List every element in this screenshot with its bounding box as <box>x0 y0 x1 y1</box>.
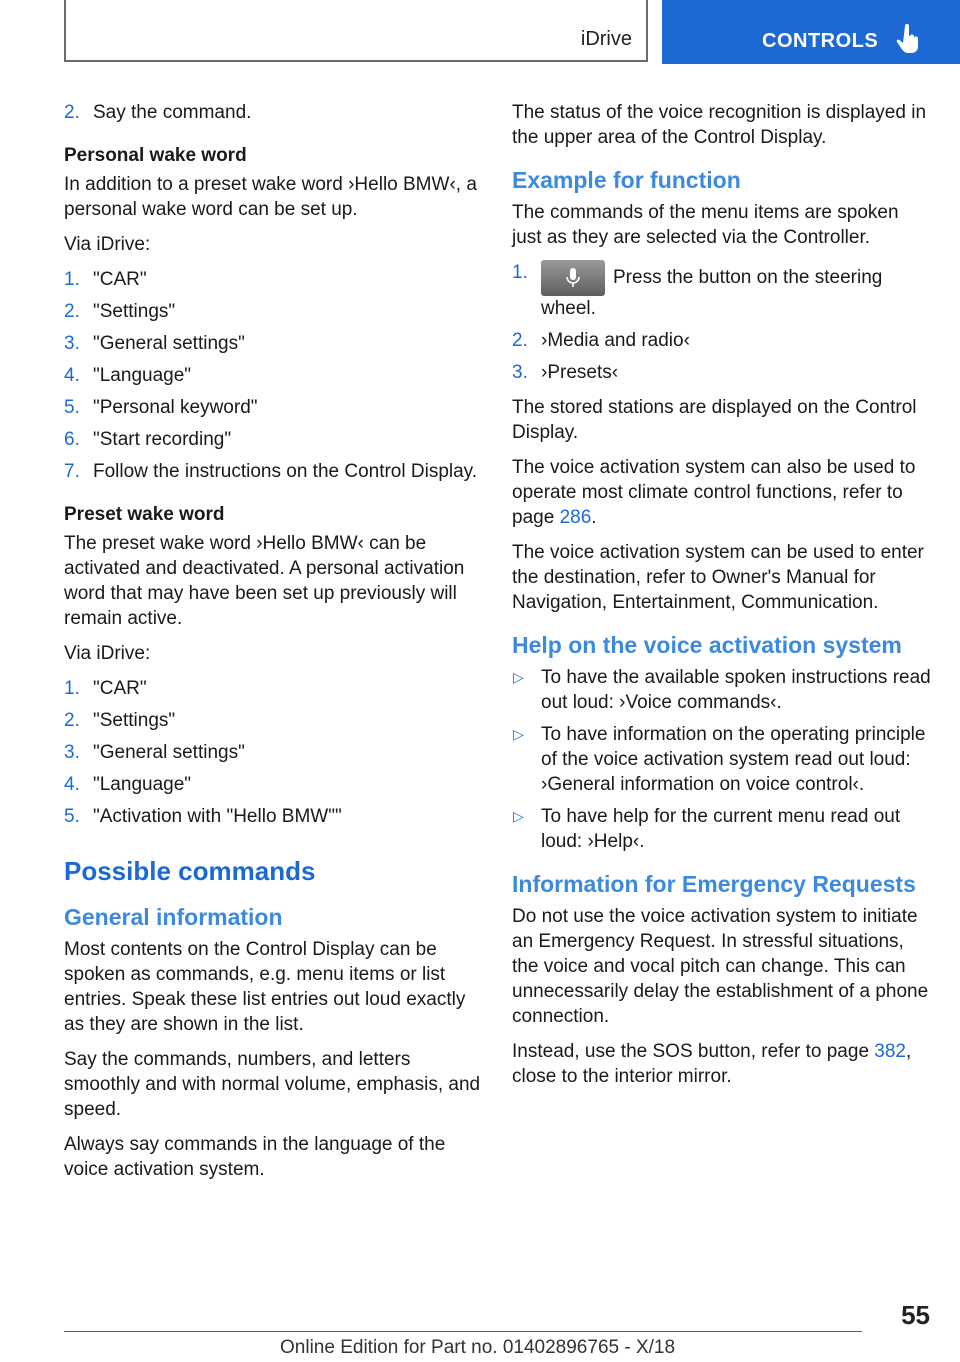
general-information-p1: Most contents on the Control Display can be spoken as commands, e.g. menu items or list entries. Speak these list entries out loud exactly as they are shown in the list. <box>64 939 466 1035</box>
climate-text: The voice activation system can also be used to operate most climate control functions, refer to page <box>512 457 916 528</box>
step-number: 5. <box>64 397 80 418</box>
step-list-continued <box>64 100 482 125</box>
step-text: "General settings" <box>93 742 245 763</box>
personal-steps-list <box>64 267 482 484</box>
list-item <box>512 360 932 385</box>
list-item <box>64 395 482 420</box>
step-number: 1. <box>64 678 80 699</box>
step-text: Say the command. <box>93 102 252 123</box>
list-item <box>64 100 482 125</box>
step-text: Follow the instructions on the Control Display. <box>93 461 478 482</box>
list-item <box>64 299 482 324</box>
header-section-box <box>64 0 648 62</box>
step-number: 3. <box>64 333 80 354</box>
general-information-p2: Say the commands, numbers, and letters smoothly and with normal volume, emphasis, and speed. <box>64 1049 481 1120</box>
help-heading: Help on the voice activation system <box>512 632 902 658</box>
list-item <box>64 267 482 292</box>
list-item <box>64 740 482 765</box>
bullet-text: To have information on the operating principle of the voice activation system read out loud: ›General information on voice control‹. <box>541 724 926 795</box>
step-text: "General settings" <box>93 333 245 354</box>
step-number: 2. <box>512 330 528 351</box>
possible-commands-heading: Possible commands <box>64 856 316 886</box>
general-information-heading: General information <box>64 904 283 930</box>
step-number: 4. <box>64 365 80 386</box>
triangle-bullet-icon: ▷ <box>513 669 524 685</box>
list-item <box>512 260 932 321</box>
preset-steps-list <box>64 676 482 829</box>
example-steps-list <box>512 260 932 385</box>
step-number: 3. <box>512 362 528 383</box>
step-number: 7. <box>64 461 80 482</box>
step-number: 4. <box>64 774 80 795</box>
step-text: "Language" <box>93 774 192 795</box>
example-heading: Example for function <box>512 167 741 193</box>
list-item <box>64 772 482 797</box>
list-item <box>512 328 932 353</box>
sos-text-end: , close to the interior mirror. <box>512 1041 912 1087</box>
step-text: "Start recording" <box>93 429 232 450</box>
page-link-286[interactable]: 286 <box>559 507 592 528</box>
list-item <box>64 676 482 701</box>
step-number: 1. <box>64 269 80 290</box>
step-text: "Language" <box>93 365 192 386</box>
list-item <box>512 665 932 715</box>
general-information-p3: Always say commands in the language of the voice activation system. <box>64 1134 446 1180</box>
bullet-text: To have the available spoken instructions read out loud: ›Voice commands‹. <box>541 667 931 713</box>
header-chapter-box <box>662 0 960 64</box>
step-number: 2. <box>64 710 80 731</box>
preset-wake-word-text: The preset wake word ›Hello BMW‹ can be activated and deactivated. A personal activation word that may have been set up previously will remain active. <box>64 533 465 629</box>
climate-text-paragraph: The voice activation system can also be used to operate most climate control functions, refer to page 286. <box>512 457 916 528</box>
step-number: 2. <box>64 301 80 322</box>
via-idrive-label: Via iDrive: <box>64 234 151 255</box>
page-number: 55 <box>901 1300 930 1330</box>
footer-divider <box>64 1331 862 1332</box>
footer-edition: Online Edition for Part no. 01402896765 - X/18 <box>280 1337 676 1358</box>
list-item <box>64 363 482 388</box>
triangle-bullet-icon: ▷ <box>513 808 524 824</box>
emergency-text: Do not use the voice activation system to initiate an Emergency Request. In stressful situations, the voice and vocal pitch can change. This can unnecessarily delay the establishment of a phone connection. <box>512 906 929 1027</box>
status-text: The status of the voice recognition is displayed in the upper area of the Control Display. <box>512 102 927 148</box>
emergency-heading: Information for Emergency Requests <box>512 871 916 897</box>
step-number: 1. <box>512 262 528 283</box>
via-idrive-label: Via iDrive: <box>64 643 151 664</box>
header-section-title: iDrive <box>580 28 632 50</box>
destination-text: The voice activation system can be used to enter the destination, refer to Owner's Manual for Navigation, Entertainment, Communication. <box>512 542 924 613</box>
help-bullet-list <box>512 665 932 854</box>
triangle-bullet-icon: ▷ <box>513 726 524 742</box>
step-number: 3. <box>64 742 80 763</box>
step-text: "CAR" <box>93 678 147 699</box>
step-text: Press the button on the steering wheel. <box>541 267 883 319</box>
step-text: ›Media and radio‹ <box>541 330 690 351</box>
step-text: "Personal keyword" <box>93 397 258 418</box>
list-item <box>64 804 482 829</box>
personal-wake-word-heading: Personal wake word <box>64 145 247 166</box>
sos-text: Instead, use the SOS button, refer to page <box>512 1041 870 1062</box>
voice-button-image <box>541 260 605 296</box>
list-item <box>64 459 482 484</box>
list-item <box>64 708 482 733</box>
list-item <box>64 331 482 356</box>
list-item <box>512 804 932 854</box>
step-text: "Settings" <box>93 710 176 731</box>
left-column <box>64 100 482 1192</box>
stored-stations-text: The stored stations are displayed on the Control Display. <box>512 397 917 443</box>
sos-text-paragraph <box>512 1039 932 1089</box>
bullet-text: To have help for the current menu read out loud: ›Help‹. <box>541 806 901 852</box>
list-item <box>512 722 932 797</box>
step-number: 5. <box>64 806 80 827</box>
step-number: 2. <box>64 102 80 123</box>
personal-wake-word-text: In addition to a preset wake word ›Hello BMW‹, a personal wake word can be set up. <box>64 174 477 220</box>
pointing-hand-icon <box>896 24 922 54</box>
page-link-382[interactable]: 382 <box>874 1041 906 1062</box>
step-text: "CAR" <box>93 269 147 290</box>
header-chapter-title: CONTROLS <box>762 30 879 52</box>
step-text: "Settings" <box>93 301 176 322</box>
microphone-icon <box>565 267 581 289</box>
example-text: The commands of the menu items are spoken just as they are selected via the Controller. <box>512 202 899 248</box>
right-column <box>512 100 932 1099</box>
preset-wake-word-heading: Preset wake word <box>64 504 225 525</box>
step-text: "Activation with "Hello BMW"" <box>93 806 342 827</box>
list-item <box>64 427 482 452</box>
step-number: 6. <box>64 429 80 450</box>
step-text: ›Presets‹ <box>541 362 619 383</box>
